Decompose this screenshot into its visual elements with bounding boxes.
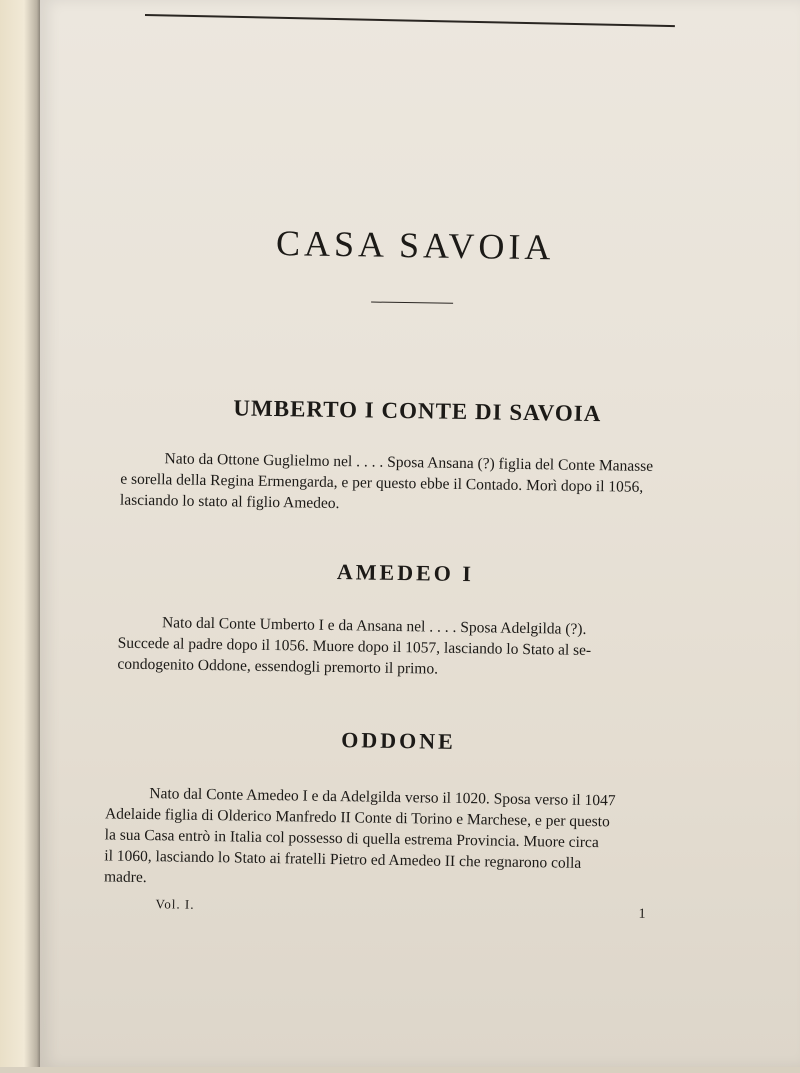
text-line: la sua Casa entrò in Italia col possesso di quella estrema Provincia. Muore circa <box>104 826 599 852</box>
section-text-umberto <box>120 448 681 520</box>
text-line: Adelaide figlia di Olderico Manfredo II Conte di Torino e Marchese, e per questo <box>104 805 610 831</box>
section-text-oddone <box>104 782 696 896</box>
text-line: Nato dal Conte Umberto I e da Ansana nel . . . . Sposa Adelgilda (?). <box>161 614 587 638</box>
text-line: e sorella della Regina Ermengarda, e per questo ebbe il Contado. Morì dopo il 1056, <box>120 470 644 496</box>
volume-label: Vol. I. <box>155 896 195 912</box>
text-line: Nato dal Conte Amedeo I e da Adelgilda verso il 1020. Sposa verso il 1047 <box>149 785 616 810</box>
text-line: Nato da Ottone Guglielmo nel . . . . Sposa Ansana (?) figlia del Conte Manasse <box>164 450 654 475</box>
section-heading-umberto: UMBERTO I CONTE DI SAVOIA <box>233 395 602 427</box>
text-line: il 1060, lasciando lo Stato ai fratelli Pietro ed Amedeo II che regnarono colla <box>104 847 582 872</box>
text-line: Succede al padre dopo il 1056. Muore dopo il 1057, lasciando lo Stato al se- <box>117 634 592 660</box>
text-line: condogenito Oddone, essendogli premorto il primo. <box>117 655 439 678</box>
page-title: CASA SAVOIA <box>275 223 555 268</box>
page-number: 1 <box>638 906 646 922</box>
title-divider <box>371 302 453 304</box>
section-heading-oddone: ODDONE <box>341 727 456 754</box>
text-line: madre. <box>103 868 147 887</box>
section-heading-amedeo: AMEDEO I <box>336 559 475 587</box>
text-line: lasciando lo stato al figlio Amedeo. <box>119 491 340 513</box>
section-text-amedeo <box>117 612 698 684</box>
